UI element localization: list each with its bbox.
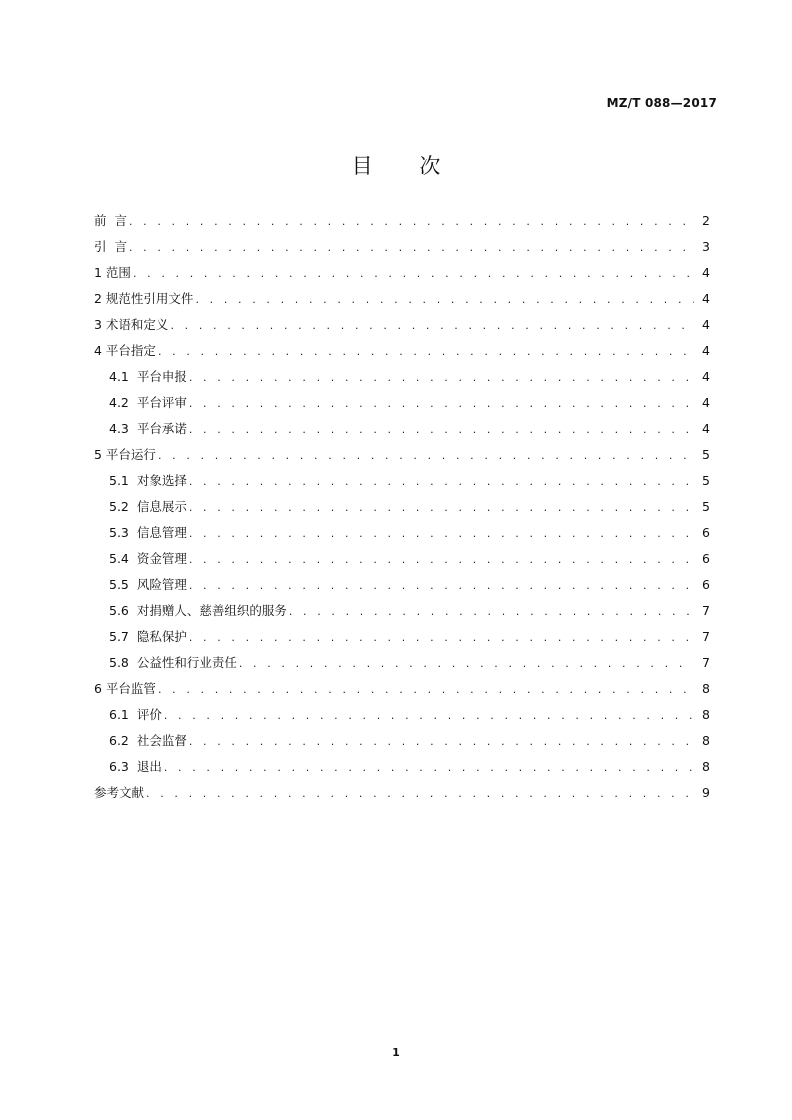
toc-subentry[interactable] xyxy=(94,598,710,624)
toc-subentry[interactable] xyxy=(94,754,710,780)
toc-leader-dots xyxy=(189,547,694,573)
toc-entry-page: 4 xyxy=(702,291,710,306)
toc-leader-dots xyxy=(195,287,694,313)
toc-subentry[interactable] xyxy=(94,416,710,442)
document-code: MZ/T 088—2017 xyxy=(606,96,717,110)
toc-subentry[interactable] xyxy=(94,494,710,520)
toc-entry-page: 8 xyxy=(702,759,710,774)
toc-subentry[interactable] xyxy=(94,546,710,572)
toc-leader-dots xyxy=(129,209,694,235)
toc-entry-page: 6 xyxy=(702,551,710,566)
toc-entry-page: 7 xyxy=(702,655,710,670)
toc-subentry[interactable] xyxy=(94,624,710,650)
toc-entry-label: 3 术语和定义 xyxy=(94,317,169,332)
toc-entry-page: 9 xyxy=(702,785,710,800)
toc-title: 目 次 xyxy=(351,154,461,178)
toc-entry-label: 5.6 对捐赠人、慈善组织的服务 xyxy=(109,603,287,618)
toc-leader-dots xyxy=(189,469,694,495)
toc-entry-label: 引 言 xyxy=(94,239,127,254)
toc-leader-dots xyxy=(189,365,694,391)
toc-subentry[interactable] xyxy=(94,650,710,676)
toc-entry-label: 5.4 资金管理 xyxy=(109,551,187,566)
toc-entry[interactable] xyxy=(94,338,710,364)
toc-subentry[interactable] xyxy=(94,390,710,416)
toc-entry[interactable] xyxy=(94,442,710,468)
table-of-contents xyxy=(94,208,710,806)
toc-leader-dots xyxy=(164,755,694,781)
toc-entry-page: 3 xyxy=(702,239,710,254)
toc-leader-dots xyxy=(129,235,694,261)
toc-leader-dots xyxy=(189,573,694,599)
toc-entry-label: 4.1 平台申报 xyxy=(109,369,187,384)
toc-entry-page: 4 xyxy=(702,369,710,384)
toc-subentry[interactable] xyxy=(94,702,710,728)
toc-leader-dots xyxy=(158,339,694,365)
toc-entry-label: 4 平台指定 xyxy=(94,343,156,358)
toc-entry-page: 4 xyxy=(702,421,710,436)
toc-entry[interactable] xyxy=(94,260,710,286)
toc-leader-dots xyxy=(146,781,694,807)
toc-entry-page: 7 xyxy=(702,629,710,644)
toc-entry-page: 7 xyxy=(702,603,710,618)
toc-subentry[interactable] xyxy=(94,364,710,390)
toc-leader-dots xyxy=(189,521,694,547)
toc-entry-label: 5.5 风险管理 xyxy=(109,577,187,592)
toc-leader-dots xyxy=(158,677,694,703)
toc-entry-label: 6.3 退出 xyxy=(109,759,162,774)
toc-entry-label: 5 平台运行 xyxy=(94,447,156,462)
toc-entry-page: 5 xyxy=(702,473,710,488)
toc-entry[interactable] xyxy=(94,312,710,338)
toc-leader-dots xyxy=(189,729,694,755)
toc-leader-dots xyxy=(158,443,694,469)
toc-entry-page: 5 xyxy=(702,447,710,462)
toc-entry-label: 5.3 信息管理 xyxy=(109,525,187,540)
toc-leader-dots xyxy=(164,703,694,729)
toc-entry-page: 8 xyxy=(702,707,710,722)
toc-subentry[interactable] xyxy=(94,728,710,754)
toc-subentry[interactable] xyxy=(94,572,710,598)
toc-entry-page: 4 xyxy=(702,395,710,410)
toc-leader-dots xyxy=(239,651,694,677)
toc-entry-page: 6 xyxy=(702,577,710,592)
toc-entry-label: 6.1 评价 xyxy=(109,707,162,722)
toc-entry-label: 5.8 公益性和行业责任 xyxy=(109,655,237,670)
toc-entry-label: 5.1 对象选择 xyxy=(109,473,187,488)
toc-entry-label: 前 言 xyxy=(94,213,127,228)
toc-entry-label: 4.2 平台评审 xyxy=(109,395,187,410)
toc-entry-label: 2 规范性引用文件 xyxy=(94,291,194,306)
toc-entry-page: 5 xyxy=(702,499,710,514)
toc-leader-dots xyxy=(133,261,694,287)
toc-entry[interactable] xyxy=(94,286,710,312)
toc-entry-label: 6 平台监管 xyxy=(94,681,156,696)
toc-entry-page: 6 xyxy=(702,525,710,540)
toc-entry-page: 4 xyxy=(702,317,710,332)
page-number: 1 xyxy=(392,1046,400,1059)
toc-leader-dots xyxy=(170,313,694,339)
toc-entry[interactable] xyxy=(94,208,710,234)
toc-entry-page: 2 xyxy=(702,213,710,228)
toc-entry-label: 6.2 社会监督 xyxy=(109,733,187,748)
toc-subentry[interactable] xyxy=(94,520,710,546)
toc-entry-page: 4 xyxy=(702,343,710,358)
toc-entry-label: 参考文献 xyxy=(94,785,145,800)
toc-entry-label: 5.7 隐私保护 xyxy=(109,629,187,644)
toc-entry-page: 4 xyxy=(702,265,710,280)
toc-leader-dots xyxy=(189,391,694,417)
toc-entry[interactable] xyxy=(94,234,710,260)
toc-leader-dots xyxy=(189,625,694,651)
toc-entry[interactable] xyxy=(94,676,710,702)
toc-subentry[interactable] xyxy=(94,468,710,494)
toc-leader-dots xyxy=(189,417,694,443)
toc-entry-label: 5.2 信息展示 xyxy=(109,499,187,514)
toc-leader-dots xyxy=(289,599,694,625)
toc-entry-page: 8 xyxy=(702,733,710,748)
toc-entry[interactable] xyxy=(94,780,710,806)
toc-entry-label: 1 范围 xyxy=(94,265,131,280)
toc-leader-dots xyxy=(189,495,694,521)
toc-entry-page: 8 xyxy=(702,681,710,696)
toc-entry-label: 4.3 平台承诺 xyxy=(109,421,187,436)
